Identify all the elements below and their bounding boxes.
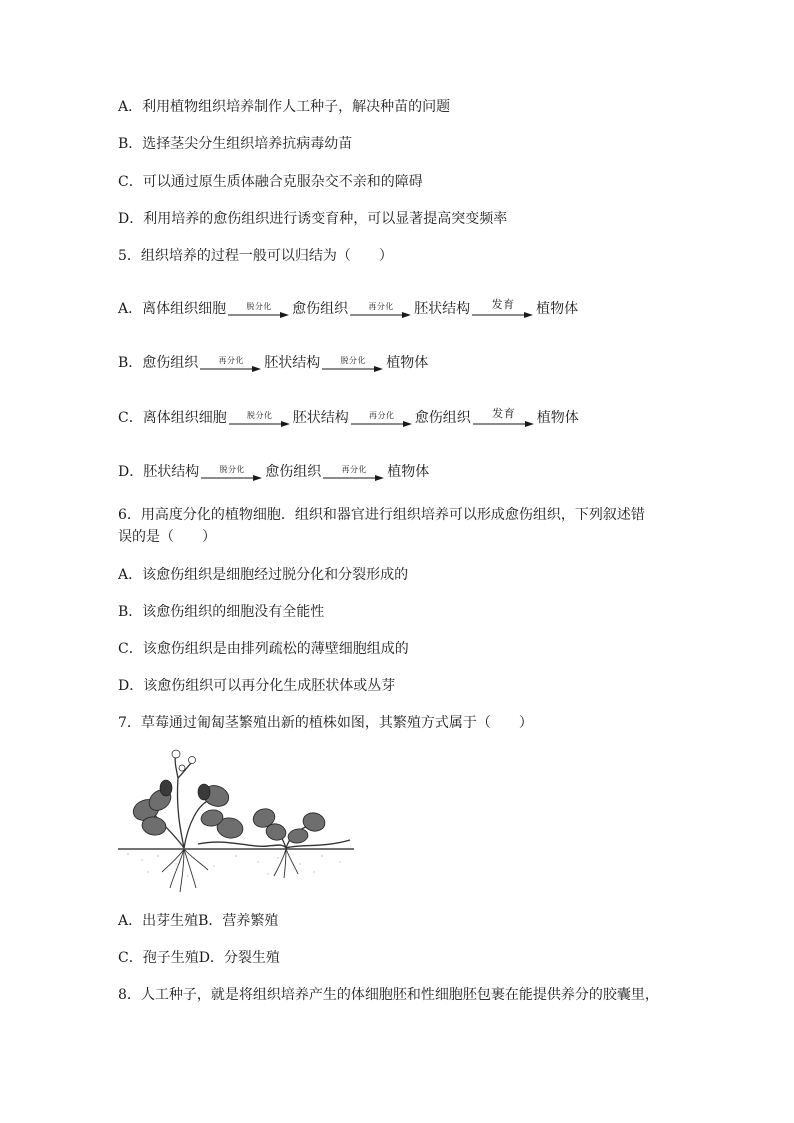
option-label: D． xyxy=(118,464,144,480)
q5-stem: 5．组织培养的过程一般可以归结为（ ） xyxy=(118,248,393,264)
arrow-condition: 再分化 xyxy=(341,465,367,474)
flow-node: 愈伤组织 xyxy=(265,464,322,480)
q6-option-d: D．该愈伤组织可以再分化生成胚状体或丛芽 xyxy=(118,678,396,694)
flow-node: 植物体 xyxy=(387,464,430,480)
flow-arrow xyxy=(229,411,291,428)
flow-node: 胚状结构 xyxy=(292,410,349,426)
flow-node: 愈伤组织 xyxy=(142,355,199,371)
flow-arrow xyxy=(351,411,413,428)
flow-arrow xyxy=(322,356,384,373)
flow-arrow xyxy=(228,302,290,319)
flow-arrow xyxy=(473,408,535,428)
flow-node: 离体组织细胞 xyxy=(142,301,227,317)
arrow-condition: 再分化 xyxy=(368,302,394,311)
arrow-condition: 发育 xyxy=(492,407,516,420)
q5-option-a xyxy=(118,289,578,319)
q6-stem-line2: 误的是（ ） xyxy=(118,529,216,545)
flow-node: 植物体 xyxy=(536,410,579,426)
q6-stem-line1: 6．用高度分化的植物细胞．组织和器官进行组织培养可以形成愈伤组织，下列叙述错 xyxy=(118,507,645,523)
flow-node: 愈伤组织 xyxy=(414,410,471,426)
arrow-condition: 脱分化 xyxy=(246,411,273,420)
q8-stem-line1: 8．人工种子，就是将组织培养产生的体细胞胚和性细胞胚包裹在能提供养分的胶囊里， xyxy=(118,987,659,1003)
flow-node: 胚状结构 xyxy=(264,355,321,371)
q7-stem: 7．草莓通过匍匐茎繁殖出新的植株如图，其繁殖方式属于（ ） xyxy=(118,715,533,731)
arrow-condition: 脱分化 xyxy=(219,465,245,474)
q5-option-d xyxy=(118,452,429,482)
q4-option-d: D．利用培养的愈伤组织进行诱变育种，可以显著提高突变频率 xyxy=(118,211,508,227)
flow-arrow xyxy=(201,465,263,482)
q6-option-c: C．该愈伤组织是由排列疏松的薄壁细胞组成的 xyxy=(118,641,409,657)
q7-options-line1: A．出芽生殖B．营养繁殖 xyxy=(118,913,279,929)
flow-arrow xyxy=(323,465,385,482)
option-label: C． xyxy=(118,410,143,426)
q5-option-c xyxy=(118,398,579,428)
arrow-condition: 再分化 xyxy=(368,411,395,420)
q5-option-b xyxy=(118,343,428,373)
flow-node: 胚状结构 xyxy=(414,301,471,317)
arrow-condition: 脱分化 xyxy=(246,302,272,311)
flow-node: 胚状结构 xyxy=(143,464,200,480)
flow-node: 植物体 xyxy=(536,301,579,317)
flow-arrow xyxy=(472,299,534,319)
flow-arrow xyxy=(200,356,262,373)
q4-option-a: A．利用植物组织培养制作人工种子，解决种苗的问题 xyxy=(118,99,451,115)
q4-option-c: C．可以通过原生质体融合克服杂交不亲和的障碍 xyxy=(118,174,423,190)
option-label: A． xyxy=(118,301,143,317)
arrow-condition: 再分化 xyxy=(218,356,245,365)
arrow-condition: 脱分化 xyxy=(340,356,367,365)
q7-options-line2: C．孢子生殖D．分裂生殖 xyxy=(118,950,280,966)
q6-option-b: B．该愈伤组织的细胞没有全能性 xyxy=(118,604,325,620)
strawberry-runner-illustration xyxy=(118,748,354,894)
flow-arrow xyxy=(350,302,412,319)
flow-node: 愈伤组织 xyxy=(292,301,349,317)
flow-node: 植物体 xyxy=(386,355,429,371)
flow-node: 离体组织细胞 xyxy=(142,410,227,426)
arrow-condition: 发育 xyxy=(491,298,515,311)
q4-option-b: B．选择茎尖分生组织培养抗病毒幼苗 xyxy=(118,136,353,152)
option-label: B． xyxy=(118,355,143,371)
q6-option-a: A．该愈伤组织是细胞经过脱分化和分裂形成的 xyxy=(118,567,409,583)
